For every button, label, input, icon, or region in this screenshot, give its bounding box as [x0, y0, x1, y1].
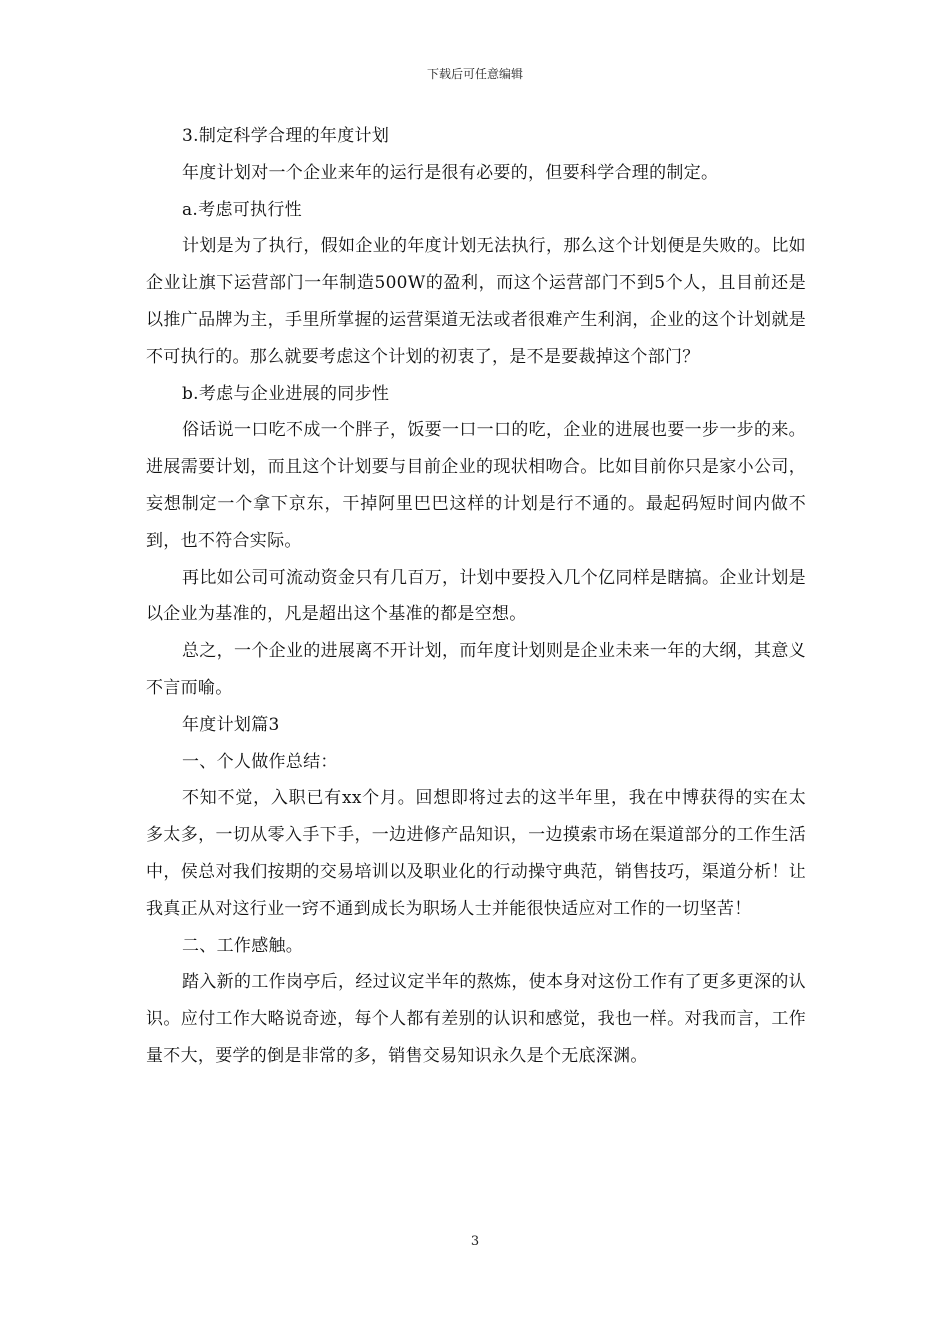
- document-body: [146, 118, 806, 1075]
- page-number: 3: [470, 1234, 480, 1249]
- paragraph: 计划是为了执行，假如企业的年度计划无法执行，那么这个计划便是失败的。比如企业让旗下运营部门一年制造500W的盈利，而这个运营部门不到5个人，且目前还是以推广品牌为主，手里所掌握的运营渠道无法或者很难产生利润，企业的这个计划就是不可执行的。那么就要考虑这个计划的初衷了，是不是要裁掉这个部门？: [146, 236, 806, 367]
- page-header: 下载后可任意编辑: [426, 67, 523, 81]
- paragraph: 踏入新的工作岗亭后，经过议定半年的熬炼，使本身对这份工作有了更多更深的认识。应付工作大略说奇迹，每个人都有差别的认识和感觉，我也一样。对我而言，工作量不大，要学的倒是非常的多，销售交易知识永久是个无底深渊。: [146, 972, 806, 1066]
- paragraph: 再比如公司可流动资金只有几百万，计划中要投入几个亿同样是瞎搞。企业计划是以企业为基准的，凡是超出这个基准的都是空想。: [146, 567, 806, 625]
- subheading: b.考虑与企业进展的同步性: [182, 383, 390, 404]
- section-heading: 年度计划篇3: [182, 714, 280, 735]
- paragraph: 不知不觉，入职已有xx个月。回想即将过去的这半年里，我在中博获得的实在太多太多，一切从零入手下手，一边进修产品知识，一边摸索市场在渠道部分的工作生活中，侯总对我们按期的交易培训以及职业化的行动操守典范，销售技巧，渠道分析！让我真正从对这行业一窍不通到成长为职场人士并能很快适应对工作的一切坚苦！: [146, 788, 806, 919]
- subheading: 一、个人做作总结：: [182, 751, 338, 772]
- section-heading: 3.制定科学合理的年度计划: [182, 126, 390, 146]
- paragraph: 总之，一个企业的进展离不开计划，而年度计划则是企业未来一年的大纲，其意义不言而喻。: [146, 641, 806, 698]
- paragraph: 俗话说一口吃不成一个胖子，饭要一口一口的吃，企业的进展也要一步一步的来。进展需要计划，而且这个计划要与目前企业的现状相吻合。比如目前你只是家小公司，妄想制定一个拿下京东，干掉阿里巴巴这样的计划是行不通的。最起码短时间内做不到，也不符合实际。: [146, 420, 806, 551]
- paragraph: 年度计划对一个企业来年的运行是很有必要的，但要科学合理的制定。: [182, 162, 719, 183]
- subheading: 二、工作感触。: [182, 935, 304, 956]
- subheading: a.考虑可执行性: [182, 199, 302, 220]
